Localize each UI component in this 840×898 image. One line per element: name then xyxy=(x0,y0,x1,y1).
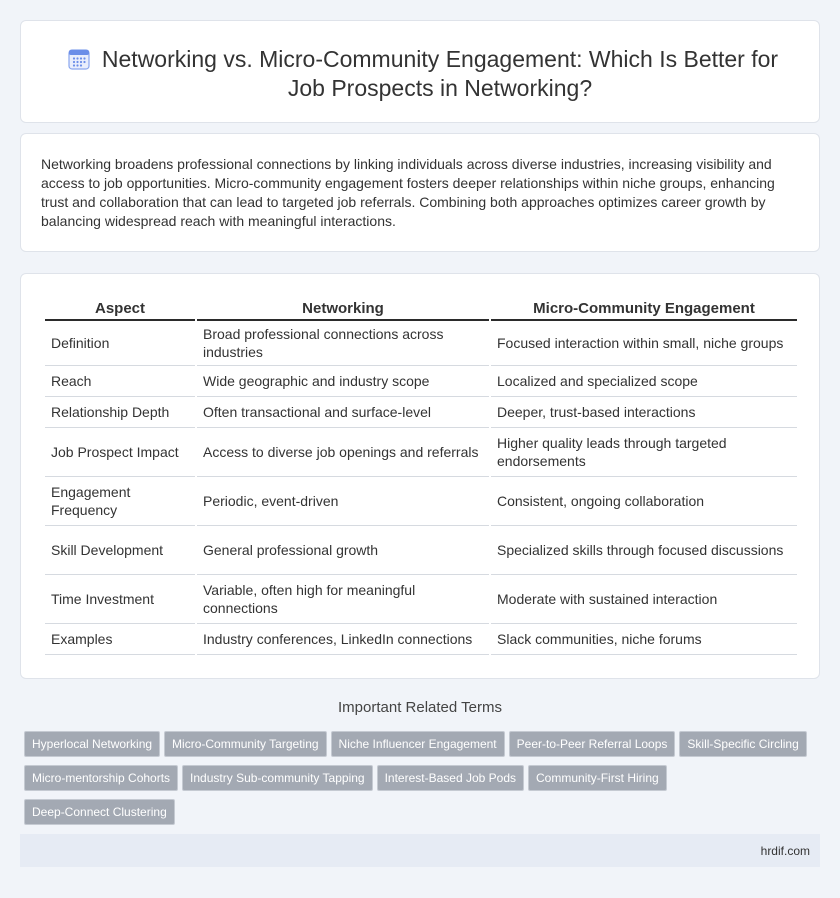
footer xyxy=(20,834,820,867)
summary-paragraph: Networking broadens professional connections by linking individuals across diverse industries, increasing visibility and access to job opportunities. Micro-community engagement fosters deeper relationships within niche groups, enhancing trust and collaboration that can lead to targeted job referrals. Combining both approaches optimizes career growth by balancing widespread reach with meaningful interactions. xyxy=(41,156,775,229)
table-cell-aspect: Reach xyxy=(45,366,195,397)
table-header-row xyxy=(45,295,797,321)
table-cell-micro-community: Slack communities, niche forums xyxy=(491,624,797,655)
table-row xyxy=(45,428,797,477)
table-cell-networking: Broad professional connections across industries xyxy=(197,321,489,366)
summary-card xyxy=(20,133,820,252)
related-term-tag[interactable]: Niche Influencer Engagement xyxy=(331,731,505,757)
table-row xyxy=(45,397,797,428)
title-card xyxy=(20,20,820,123)
table-cell-aspect: Definition xyxy=(45,321,195,366)
related-term-tag[interactable]: Hyperlocal Networking xyxy=(24,731,160,757)
page-title: Networking vs. Micro-Community Engagement: Which Is Better for Job Prospects in Networking? xyxy=(101,46,779,101)
table-cell-aspect: Time Investment xyxy=(45,575,195,624)
header-networking: Networking xyxy=(197,295,489,321)
table-cell-networking: General professional growth xyxy=(197,526,489,575)
table-cell-micro-community: Consistent, ongoing collaboration xyxy=(491,477,797,526)
header-aspect: Aspect xyxy=(45,295,195,321)
table-cell-micro-community: Moderate with sustained interaction xyxy=(491,575,797,624)
related-term-tag[interactable]: Skill-Specific Circling xyxy=(679,731,806,757)
related-term-tag[interactable]: Micro-Community Targeting xyxy=(164,731,327,757)
table-cell-networking: Variable, often high for meaningful connections xyxy=(197,575,489,624)
table-cell-micro-community: Localized and specialized scope xyxy=(491,366,797,397)
table-row xyxy=(45,575,797,624)
related-term-tag[interactable]: Industry Sub-community Tapping xyxy=(182,765,373,791)
table-row xyxy=(45,526,797,575)
table-cell-networking: Industry conferences, LinkedIn connections xyxy=(197,624,489,655)
table-row xyxy=(45,366,797,397)
table-cell-networking: Periodic, event-driven xyxy=(197,477,489,526)
table-cell-aspect: Relationship Depth xyxy=(45,397,195,428)
table-cell-networking: Wide geographic and industry scope xyxy=(197,366,489,397)
related-terms-list xyxy=(24,731,824,833)
table-cell-micro-community: Higher quality leads through targeted endorsements xyxy=(491,428,797,477)
table-cell-networking: Access to diverse job openings and referrals xyxy=(197,428,489,477)
table-cell-micro-community: Specialized skills through focused discussions xyxy=(491,526,797,575)
related-term-tag[interactable]: Community-First Hiring xyxy=(528,765,667,791)
related-terms-heading: Important Related Terms xyxy=(338,699,502,716)
table-cell-aspect: Examples xyxy=(45,624,195,655)
table-cell-micro-community: Deeper, trust-based interactions xyxy=(491,397,797,428)
table-row xyxy=(45,477,797,526)
comparison-card xyxy=(20,273,820,679)
related-term-tag[interactable]: Peer-to-Peer Referral Loops xyxy=(509,731,676,757)
footer-site-link[interactable]: hrdif.com xyxy=(760,844,810,858)
table-cell-aspect: Job Prospect Impact xyxy=(45,428,195,477)
table-row xyxy=(45,321,797,366)
comparison-table xyxy=(43,295,799,655)
table-cell-micro-community: Focused interaction within small, niche groups xyxy=(491,321,797,366)
related-term-tag[interactable]: Deep-Connect Clustering xyxy=(24,799,175,825)
table-cell-aspect: Engagement Frequency xyxy=(45,477,195,526)
table-cell-networking: Often transactional and surface-level xyxy=(197,397,489,428)
table-cell-aspect: Skill Development xyxy=(45,526,195,575)
related-term-tag[interactable]: Interest-Based Job Pods xyxy=(377,765,524,791)
table-row xyxy=(45,624,797,655)
related-term-tag[interactable]: Micro-mentorship Cohorts xyxy=(24,765,178,791)
header-micro-community: Micro-Community Engagement xyxy=(491,295,797,321)
